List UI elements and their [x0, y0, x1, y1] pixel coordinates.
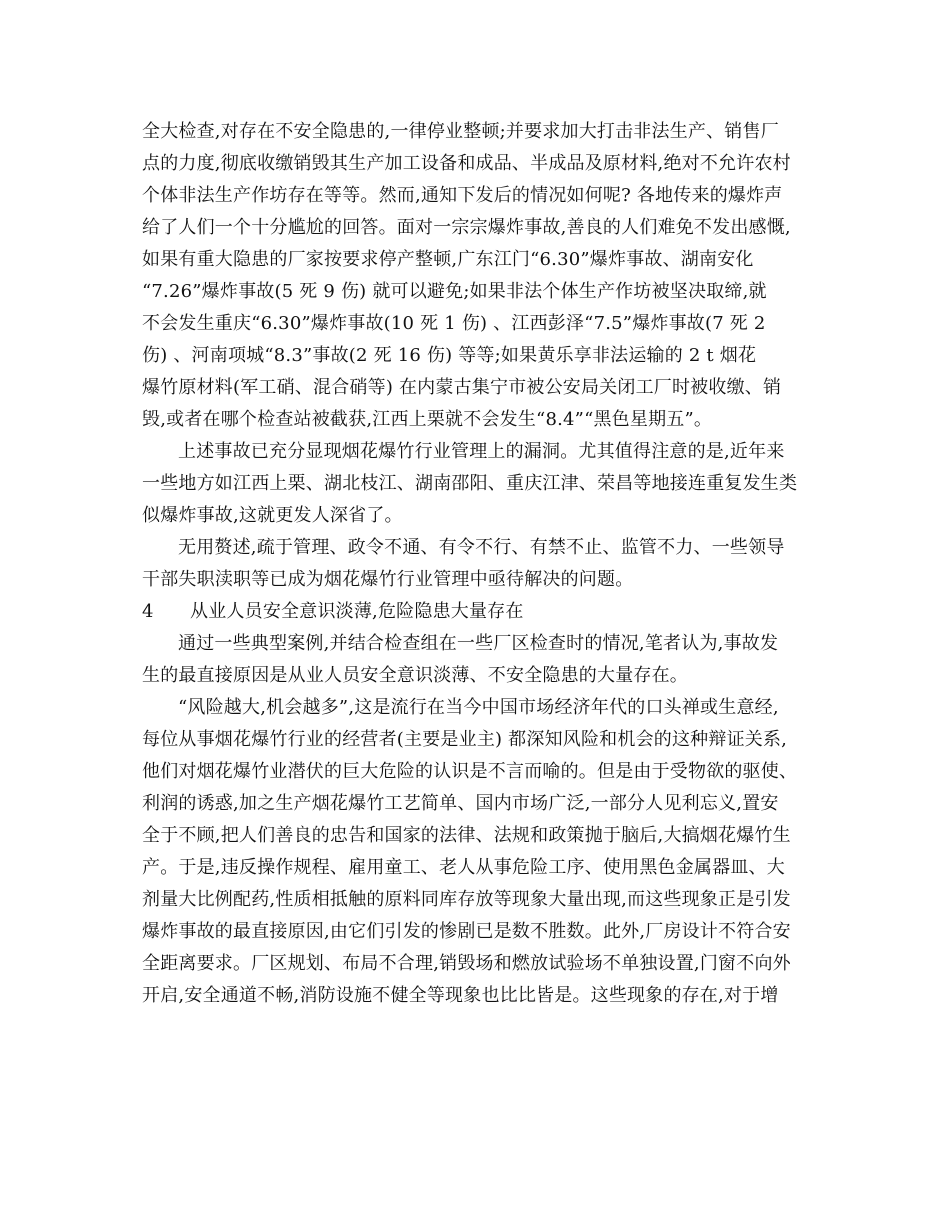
text-line: 上述事故已充分显现烟花爆竹行业管理上的漏洞。尤其值得注意的是,近年来 [178, 441, 785, 462]
text-line: 不会发生重庆“6.30”爆炸事故(10 死 1 伤) 、江西彭泽“7.5”爆炸事故(7 死 2 [142, 313, 766, 334]
document-body [142, 116, 817, 1012]
text-line: 产。于是,违反操作规程、雇用童工、老人从事危险工序、使用黑色金属器皿、大 [142, 857, 785, 878]
text-line: 开启,安全通道不畅,消防设施不健全等现象也比比皆是。这些现象的存在,对于增 [142, 985, 779, 1006]
text-line: 干部失职渎职等已成为烟花爆竹行业管理中亟待解决的问题。 [142, 569, 634, 590]
text-line: 伤) 、河南项城“8.3”事故(2 死 16 伤) 等等;如果黄乐享非法运输的 2 t 烟花 [142, 345, 757, 366]
text-line: 4 从业人员安全意识淡薄,危险隐患大量存在 [142, 601, 524, 622]
text-line: 全大检查,对存在不安全隐患的,一律停业整顿;并要求加大打击非法生产、销售厂 [142, 121, 779, 142]
text-line: 爆炸事故的最直接原因,由它们引发的惨剧已是数不胜数。此外,厂房设计不符合安 [142, 921, 791, 942]
text-line: 爆竹原材料(军工硝、混合硝等) 在内蒙古集宁市被公安局关闭工厂时被收缴、销 [142, 377, 782, 398]
text-line: 点的力度,彻底收缴销毁其生产加工设备和成品、半成品及原材料,绝对不允许农村 [142, 153, 791, 174]
text-line: 通过一些典型案例,并结合检查组在一些厂区检查时的情况,笔者认为,事故发 [178, 633, 779, 654]
text-line: 无用赘述,疏于管理、政令不通、有令不行、有禁不止、监管不力、一些领导 [178, 537, 785, 558]
text-line: 似爆炸事故,这就更发人深省了。 [142, 505, 403, 526]
text-line: 毁,或者在哪个检查站被截获,江西上栗就不会发生“8.4”“黑色星期五”。 [142, 409, 713, 430]
text-line: 全距离要求。厂区规划、布局不合理,销毁场和燃放试验场不单独设置,门窗不向外 [142, 953, 791, 974]
text-line: 全于不顾,把人们善良的忠告和国家的法律、法规和政策抛于脑后,大搞烟花爆竹生 [142, 825, 791, 846]
text-line: 给了人们一个十分尴尬的回答。面对一宗宗爆炸事故,善良的人们难免不发出感慨, [142, 217, 791, 238]
text-line: “7.26”爆炸事故(5 死 9 伤) 就可以避免;如果非法个体生产作坊被坚决取缔,就 [142, 281, 767, 302]
text-line: “风险越大,机会越多”,这是流行在当今中国市场经济年代的口头禅或生意经, [178, 697, 779, 718]
text-line: 如果有重大隐患的厂家按要求停产整顿,广东江门“6.30”爆炸事故、湖南安化 [142, 249, 754, 270]
text-line: 生的最直接原因是从业人员安全意识淡薄、不安全隐患的大量存在。 [142, 665, 688, 686]
text-line: 个体非法生产作坊存在等等。然而,通知下发后的情况如何呢? 各地传来的爆炸声 [142, 185, 783, 206]
text-line: 他们对烟花爆竹业潜伏的巨大危险的认识是不言而喻的。但是由于受物欲的驱使、 [142, 761, 798, 782]
text-line: 每位从事烟花爆竹行业的经营者(主要是业主) 都深知风险和机会的这种辩证关系, [142, 729, 788, 750]
text-line: 利润的诱惑,加之生产烟花爆竹工艺简单、国内市场广泛,一部分人见利忘义,置安 [142, 793, 779, 814]
text-line: 一些地方如江西上栗、湖北枝江、湖南邵阳、重庆江津、荣昌等地接连重复发生类 [142, 473, 798, 494]
text-line: 剂量大比例配药,性质相抵触的原料同库存放等现象大量出现,而这些现象正是引发 [142, 889, 791, 910]
